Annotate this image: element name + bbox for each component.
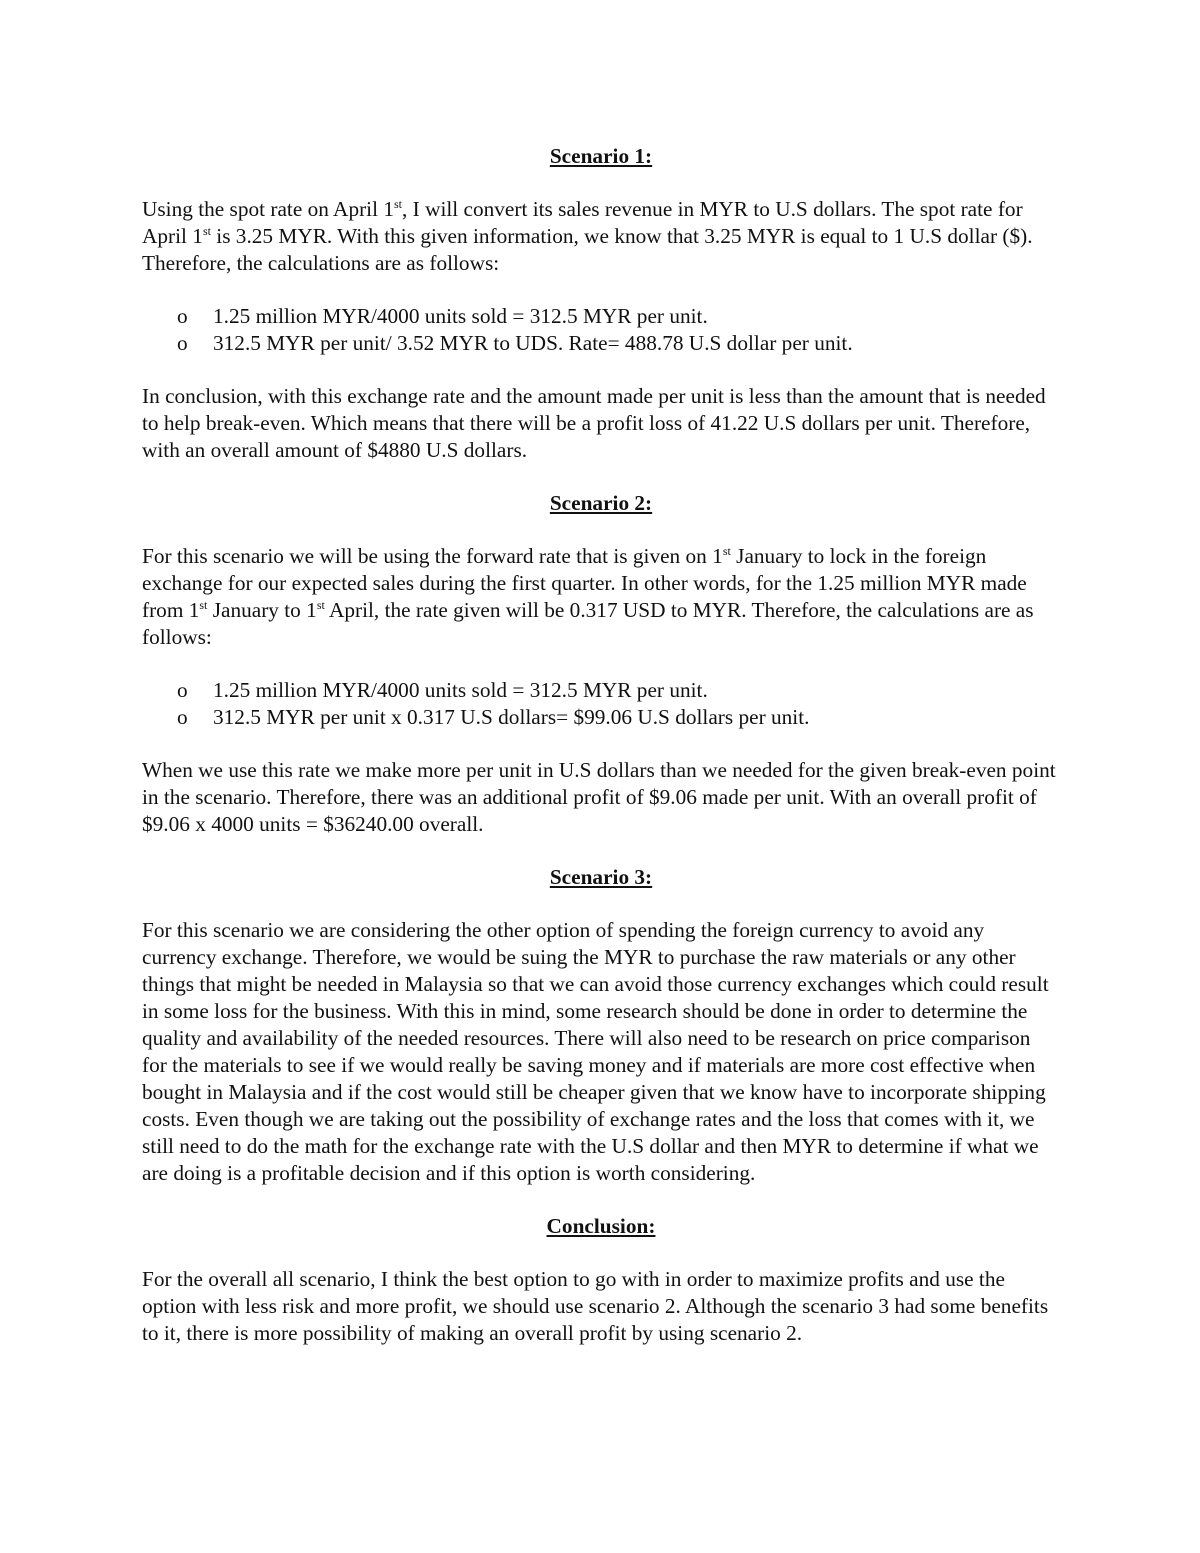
document-page	[142, 143, 1060, 1373]
bullet-icon: o	[177, 304, 188, 328]
scenario-2-intro-text-3: January to 1	[207, 598, 317, 622]
ordinal-suffix: st	[199, 597, 208, 612]
bullet-icon: o	[177, 331, 188, 355]
scenario-2-intro-text-1: For this scenario we will be using the forward rate that is given on 1	[142, 544, 723, 568]
scenario-3-heading: Scenario 3:	[549, 865, 653, 889]
bullet-icon: o	[177, 678, 188, 702]
scenario-2-heading: Scenario 2:	[549, 491, 653, 515]
scenario-2-calculations	[142, 677, 1060, 731]
scenario-1-intro	[142, 196, 1060, 277]
calculation-text: 1.25 million MYR/4000 units sold = 312.5 MYR per unit.	[213, 304, 708, 328]
scenario-3-body: For this scenario we are considering the other option of spending the foreign currency to avoid any currency exchange. Therefore, we would be suing the MYR to purchase the raw materials or any other things that might be needed in Malaysia so that we can avoid those currency exchanges which could result in some loss for the business. With this in mind, some research should be done in order to determine the quality and availability of the needed resources. There will also need to be research on price comparison for the materials to see if we would really be saving money and if materials are more cost effective when bought in Malaysia and if the cost would still be cheaper given that we know have to incorporate shipping costs. Even though we are taking out the possibility of exchange rates and the loss that comes with it, we still need to do the math for the exchange rate with the U.S dollar and then MYR to determine if what we are doing is a profitable decision and if this option is worth considering.	[142, 918, 1049, 1185]
calculation-item	[142, 330, 1060, 357]
scenario-1-intro-text-3: is 3.25 MYR. With this given information, we know that 3.25 MYR is equal to 1 U.S dollar ($). Therefore, the calculations are as follows:	[142, 224, 1033, 275]
scenario-2-intro-text-2: January to lock in the foreign exchange for our expected sales during the first quarter. In other words, for the 1.25 million MYR made from 1	[142, 544, 1027, 622]
conclusion-body: For the overall all scenario, I think the best option to go with in order to maximize profits and use the option with less risk and more profit, we should use scenario 2. Although the scenario 3 had some benefits to it, there is more possibility of making an overall profit by using scenario 2.	[142, 1267, 1049, 1345]
scenario-2-conclusion: When we use this rate we make more per unit in U.S dollars than we needed for the given break-even point in the scenario. Therefore, there was an additional profit of $9.06 made per unit. With an overall profit of $9.06 x 4000 units = $36240.00 overall.	[142, 758, 1056, 836]
calculation-item	[142, 704, 1060, 731]
calculation-text: 312.5 MYR per unit x 0.317 U.S dollars= $99.06 U.S dollars per unit.	[213, 705, 810, 729]
scenario-1-calculations	[142, 303, 1060, 357]
calculation-item	[142, 677, 1060, 704]
ordinal-suffix: st	[394, 196, 403, 211]
ordinal-suffix: st	[316, 597, 325, 612]
scenario-1-intro-text-2: , I will convert its sales revenue in MYR to U.S dollars. The spot rate for April 1	[142, 197, 1023, 248]
scenario-2-intro	[142, 543, 1060, 651]
bullet-icon: o	[177, 705, 188, 729]
conclusion-heading: Conclusion:	[546, 1214, 656, 1238]
ordinal-suffix: st	[722, 543, 731, 558]
scenario-1-heading: Scenario 1:	[549, 144, 653, 168]
scenario-2-intro-text-4: April, the rate given will be 0.317 USD to MYR. Therefore, the calculations are as follows:	[142, 598, 1034, 649]
calculation-item	[142, 303, 1060, 330]
scenario-1-intro-text-1: Using the spot rate on April 1	[142, 197, 394, 221]
ordinal-suffix: st	[202, 223, 211, 238]
scenario-1-conclusion: In conclusion, with this exchange rate and the amount made per unit is less than the amount that is needed to help break-even. Which means that there will be a profit loss of 41.22 U.S dollars per unit. Therefore, with an overall amount of $4880 U.S dollars.	[142, 384, 1046, 462]
calculation-text: 312.5 MYR per unit/ 3.52 MYR to UDS. Rate= 488.78 U.S dollar per unit.	[213, 331, 853, 355]
calculation-text: 1.25 million MYR/4000 units sold = 312.5 MYR per unit.	[213, 678, 708, 702]
